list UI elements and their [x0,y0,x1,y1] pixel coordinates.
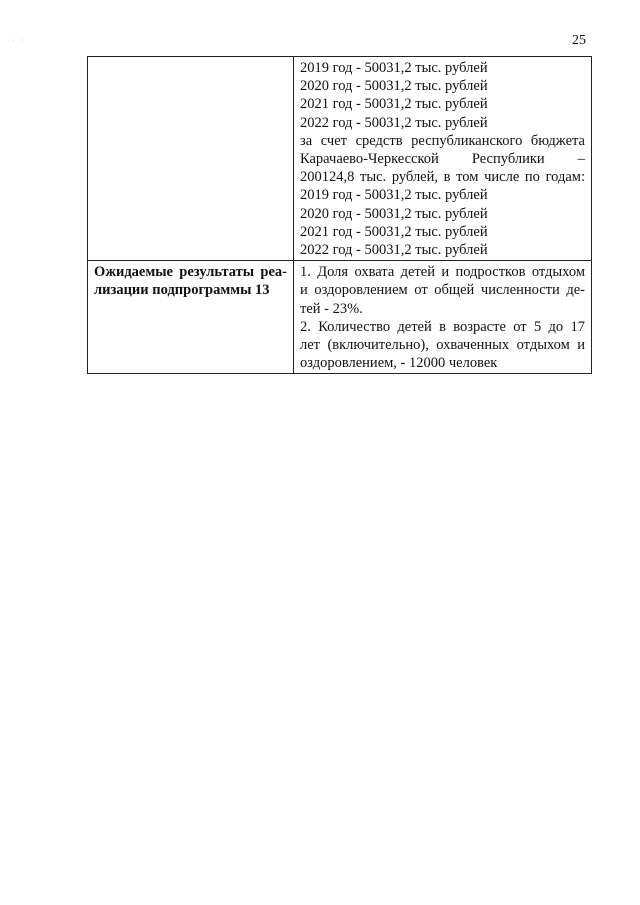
scan-corner-mark: · · [12,36,26,45]
funding-value-cell [294,57,592,261]
funding-row [88,57,592,261]
funding-line: 2019 год - 50031,2 тыс. рублей [300,187,488,204]
expected-results-line: и оздоровлением от общей численности де- [300,282,585,299]
expected-results-label-cell [88,261,294,374]
expected-results-label-line: лизации подпрограммы 13 [94,282,270,299]
expected-results-line: 1. Доля охвата детей и подростков отдыхом [300,264,585,281]
funding-line: 2019 год - 50031,2 тыс. рублей [300,60,488,76]
expected-results-line: 2. Количество детей в возрасте от 5 до 17 [300,318,585,335]
funding-line: 2022 год - 50031,2 тыс. рублей [300,114,488,131]
page-number: 25 [572,33,586,48]
expected-results-line: оздоровлением, - 12000 человек [300,355,498,372]
funding-line: 2020 год - 50031,2 тыс. рублей [300,78,488,95]
expected-results-row [88,261,592,374]
funding-line: 2021 год - 50031,2 тыс. рублей [300,96,488,113]
funding-line: 2021 год - 50031,2 тыс. рублей [300,223,488,240]
expected-results-value-cell [294,261,592,374]
funding-line: 200124,8 тыс. рублей, в том числе по годам: [300,169,585,186]
subprogram-passport-table [87,56,592,374]
expected-results-line: лет (включительно), охваченных отдыхом и [300,337,585,354]
funding-line: Карачаево-Черкесской Республики – [300,151,585,168]
funding-line: 2020 год - 50031,2 тыс. рублей [300,205,488,222]
funding-label-cell [88,57,294,261]
expected-results-line: тей - 23%. [300,300,363,317]
expected-results-label-line: Ожидаемые результаты реа- [94,264,287,281]
funding-line: 2022 год - 50031,2 тыс. рублей [300,242,488,259]
funding-line: за счет средств республиканского бюджета [300,132,585,149]
